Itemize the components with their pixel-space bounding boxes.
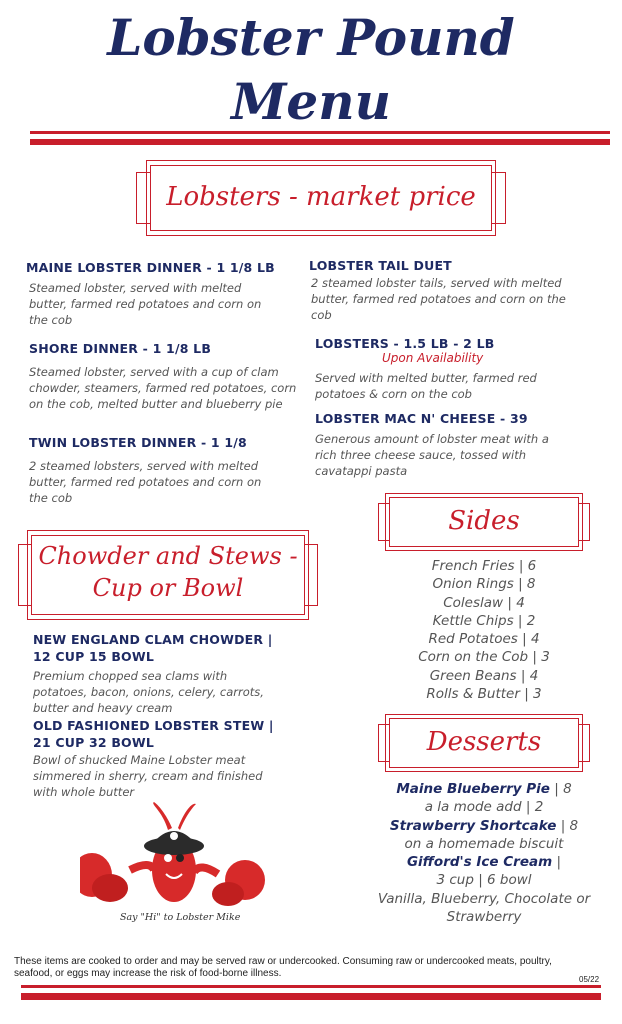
dessert-price: | 8 xyxy=(556,817,579,834)
dessert-extra: Vanilla, Blueberry, Chocolate or xyxy=(377,890,591,907)
item-title: 12 CUP 15 BOWL xyxy=(33,649,155,664)
date-code: 05/22 xyxy=(579,975,600,984)
item-desc: Steamed lobster, served with a cup of clam chowder, steamers, farmed red potatoes, corn on the cob, melted butter and blueberry pie xyxy=(29,365,297,411)
item-desc: 2 steamed lobster tails, served with melted butter, farmed red potatoes and corn on the cob xyxy=(311,276,566,322)
item-desc: 2 steamed lobsters, served with melted butter, farmed red potatoes and corn on the cob xyxy=(29,459,262,505)
dessert-extra: 3 cup | 6 bowl xyxy=(436,872,532,889)
dessert-extra: Strawberry xyxy=(446,909,522,926)
item-title: LOBSTERS - 1.5 LB - 2 LB xyxy=(315,336,495,351)
lobster-mascot xyxy=(80,800,265,910)
bottom-rule-thin xyxy=(21,985,601,988)
bottom-rule-thick xyxy=(21,993,601,1000)
desserts-heading: Desserts xyxy=(426,727,542,757)
chowder-heading-line1: Chowder and Stews - xyxy=(38,542,298,570)
top-rule-thin xyxy=(30,131,610,134)
item-title: LOBSTER TAIL DUET xyxy=(309,258,452,273)
item-desc: Bowl of shucked Maine Lobster meat simmered in sherry, cream and finished with whole butter xyxy=(33,753,263,799)
list-item: Green Beans | 4 xyxy=(429,667,539,684)
page-subtitle: Menu xyxy=(231,72,391,131)
disclaimer: These items are cooked to order and may be served raw or undercooked. Consuming raw or undercooked meats, poultry, seafood, or eggs may increase the risk of food-borne illness. xyxy=(14,956,552,979)
availability-note: Upon Availability xyxy=(382,351,484,365)
page-title: Lobster Pound xyxy=(107,8,515,67)
item-title: TWIN LOBSTER DINNER - 1 1/8 xyxy=(29,435,247,450)
sides-list xyxy=(378,557,590,703)
dessert-name: Strawberry Shortcake xyxy=(389,817,557,834)
list-item: Coleslaw | 4 xyxy=(443,594,525,611)
list-item: Kettle Chips | 2 xyxy=(432,612,536,629)
chowder-heading-line2: Cup or Bowl xyxy=(92,574,244,602)
lobsters-heading: Lobsters - market price xyxy=(166,182,476,212)
item-desc: Premium chopped sea clams with potatoes, bacon, onions, celery, carrots, butter and heavy cream xyxy=(33,669,264,715)
dessert-price: | xyxy=(552,854,562,871)
sides-heading-frame xyxy=(378,493,590,551)
list-item: French Fries | 6 xyxy=(431,558,537,574)
item-desc: Steamed lobster, served with melted butter, farmed red potatoes and corn on the cob xyxy=(29,281,262,327)
desserts-list xyxy=(352,780,616,926)
mascot-caption: Say "Hi" to Lobster Mike xyxy=(120,912,241,923)
list-item: Red Potatoes | 4 xyxy=(428,631,540,648)
dessert-extra: on a homemade biscuit xyxy=(404,835,564,852)
item-title: SHORE DINNER - 1 1/8 LB xyxy=(29,341,212,356)
desserts-heading-frame xyxy=(378,714,590,772)
item-title: LOBSTER MAC N' CHEESE - 39 xyxy=(315,411,528,426)
item-desc: Generous amount of lobster meat with a rich three cheese sauce, tossed with cavatappi pasta xyxy=(315,432,549,478)
dessert-extra: a la mode add | 2 xyxy=(424,799,544,816)
item-title: NEW ENGLAND CLAM CHOWDER | xyxy=(33,632,273,647)
item-desc: Served with melted butter, farmed red potatoes & corn on the cob xyxy=(315,371,537,401)
lobsters-heading-frame xyxy=(136,160,506,236)
dessert-name: Maine Blueberry Pie xyxy=(396,781,550,797)
item-title: 21 CUP 32 BOWL xyxy=(33,735,155,750)
list-item: Rolls & Butter | 3 xyxy=(426,686,542,703)
sides-heading: Sides xyxy=(448,506,520,536)
dessert-name: Gifford's Ice Cream xyxy=(406,854,553,871)
item-title: MAINE LOBSTER DINNER - 1 1/8 LB xyxy=(26,260,275,275)
item-title: OLD FASHIONED LOBSTER STEW | xyxy=(33,718,274,733)
list-item: Onion Rings | 8 xyxy=(432,576,536,593)
lobster-icon xyxy=(80,800,265,910)
dessert-price: | 8 xyxy=(549,781,572,797)
top-rule-thick xyxy=(30,139,610,145)
chowder-heading-frame xyxy=(18,530,318,620)
list-item: Corn on the Cob | 3 xyxy=(418,649,550,666)
